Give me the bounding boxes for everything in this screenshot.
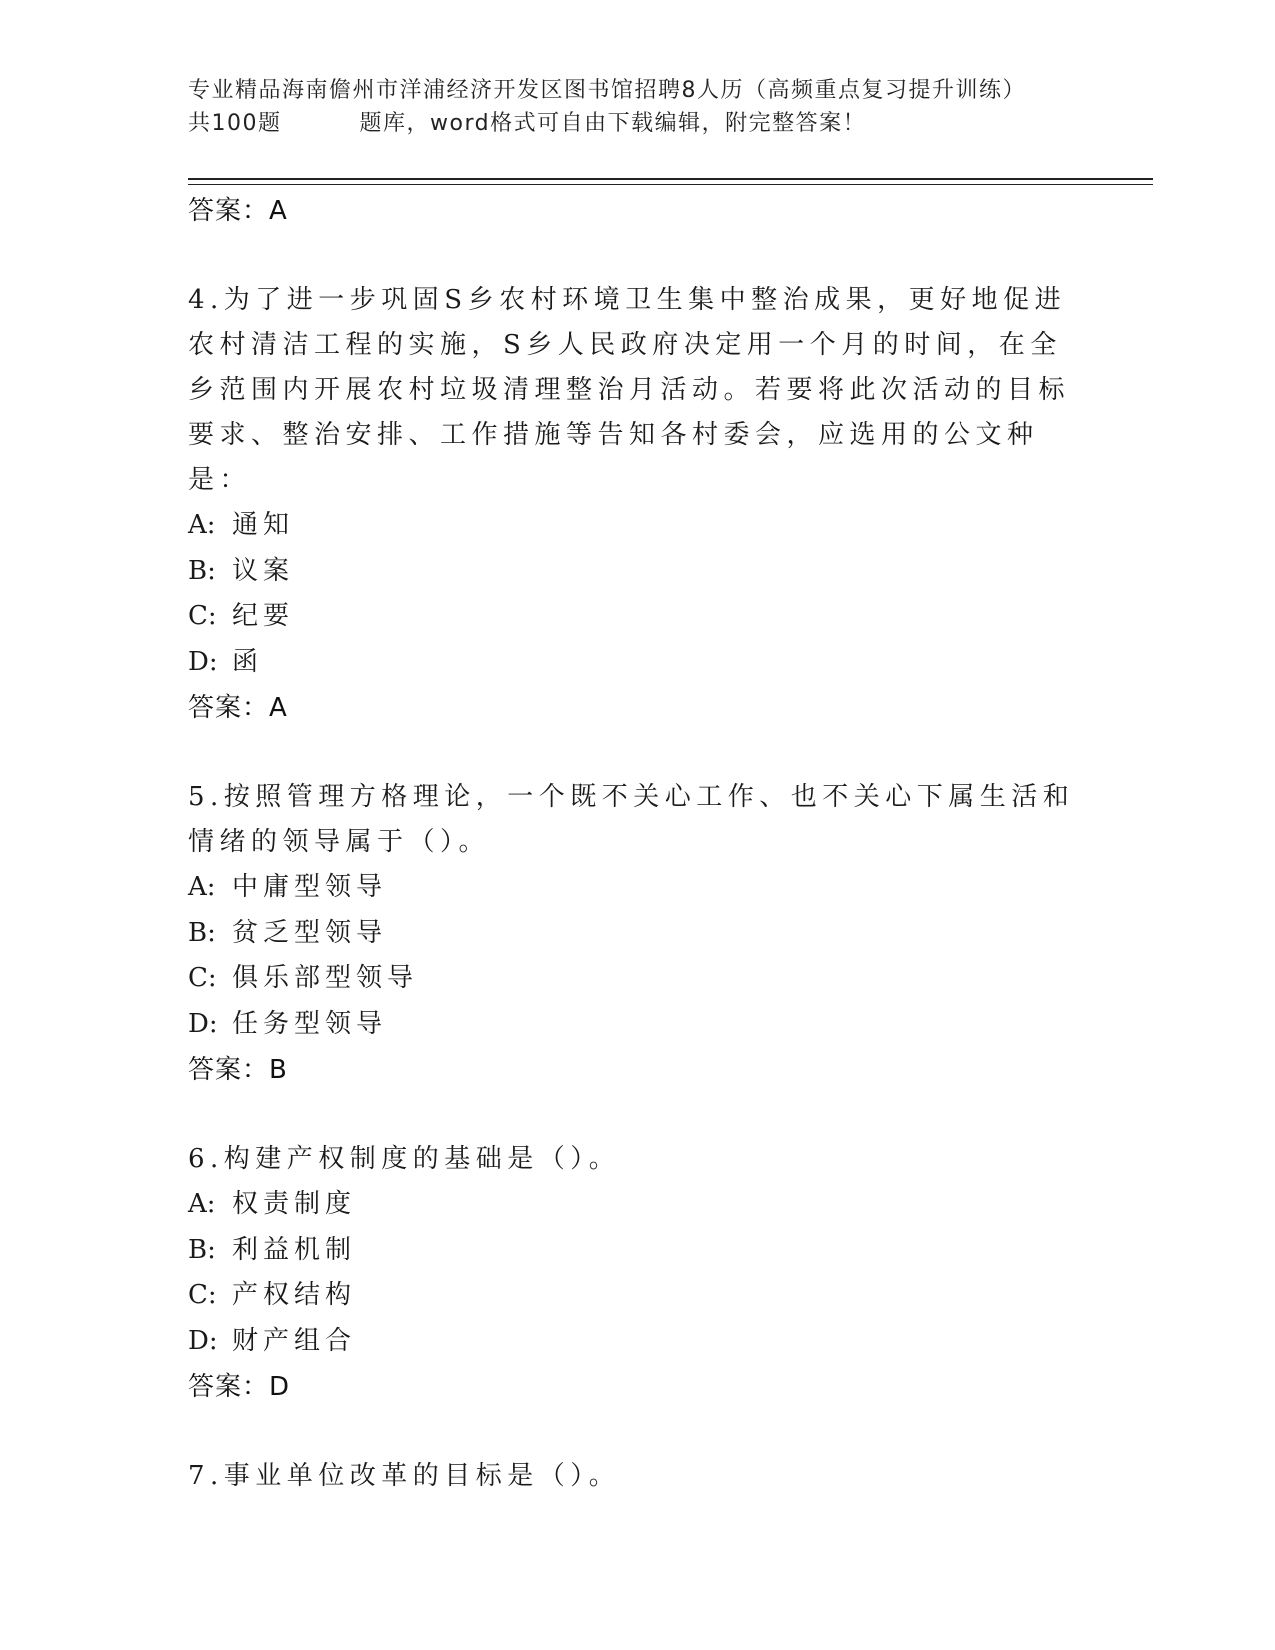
option-item xyxy=(188,1319,1088,1365)
option-key: B: xyxy=(188,555,216,586)
option-key: D: xyxy=(188,1325,218,1356)
option-key: A: xyxy=(188,872,216,902)
option-text: 议案 xyxy=(232,555,295,586)
option-text: 权责制度 xyxy=(232,1189,357,1219)
answer-line: 答案：A xyxy=(188,693,288,723)
question-item xyxy=(188,278,1088,731)
option-text: 通知 xyxy=(232,510,295,540)
header-question-count: 共100题 xyxy=(188,111,282,136)
option-item xyxy=(188,1002,1088,1048)
option-item xyxy=(188,1273,1088,1319)
option-item xyxy=(188,503,1088,549)
document-body xyxy=(188,188,1088,1499)
option-item xyxy=(188,549,1088,595)
answer-line: 答案：A xyxy=(188,196,288,226)
answer-line: 答案：B xyxy=(188,1055,288,1085)
option-item xyxy=(188,911,1088,957)
option-key: B: xyxy=(188,917,216,948)
option-item xyxy=(188,1182,1088,1228)
option-text: 中庸型领导 xyxy=(232,872,388,902)
question-stem: 5.按照管理方格理论，一个既不关心工作、也不关心下属生活和情绪的领导属于（）。 xyxy=(188,782,1075,857)
header-divider-thick xyxy=(188,178,1153,180)
option-item xyxy=(188,865,1088,911)
option-key: A: xyxy=(188,1189,216,1219)
header-divider-thin xyxy=(188,184,1153,185)
question-list xyxy=(188,278,1088,1410)
question-stem: 4.为了进一步巩固S乡农村环境卫生集中整治成果，更好地促进农村清洁工程的实施，S乡人民政府决定用一个月的时间，在全乡范围内开展农村垃圾清理整治月活动。若要将此次活动的目标要求、整治安排、工作措施等告知各村委会，应选用的公文种是： xyxy=(188,285,1071,495)
header-title: 专业精品海南儋州市洋浦经济开发区图书馆招聘8人历（高频重点复习提升训练） xyxy=(188,78,1026,103)
option-text: 产权结构 xyxy=(232,1280,357,1310)
option-text: 纪要 xyxy=(232,601,295,631)
document-header xyxy=(188,74,1088,140)
option-key: D: xyxy=(188,646,218,677)
option-item xyxy=(188,640,1088,686)
option-item xyxy=(188,1228,1088,1274)
option-key: C: xyxy=(188,601,217,631)
header-description: 题库，word格式可自由下载编辑，附完整答案！ xyxy=(359,111,867,136)
header-subtitle xyxy=(188,107,1088,140)
question-item xyxy=(188,1454,1088,1499)
option-item xyxy=(188,956,1088,1002)
question-stem: 7.事业单位改革的目标是（）。 xyxy=(188,1461,621,1491)
option-text: 利益机制 xyxy=(232,1234,357,1265)
question-item xyxy=(188,1137,1088,1410)
question-stem: 6.构建产权制度的基础是（）。 xyxy=(188,1144,621,1174)
option-item xyxy=(188,594,1088,640)
option-text: 任务型领导 xyxy=(232,1008,388,1039)
option-text: 贫乏型领导 xyxy=(232,917,388,948)
option-text: 俱乐部型领导 xyxy=(232,963,419,993)
option-key: D: xyxy=(188,1008,218,1039)
option-key: C: xyxy=(188,1280,217,1310)
option-text: 财产组合 xyxy=(232,1325,357,1356)
option-key: A: xyxy=(188,510,216,540)
question-item xyxy=(188,775,1088,1093)
option-key: C: xyxy=(188,963,217,993)
option-text: 函 xyxy=(232,646,264,677)
option-key: B: xyxy=(188,1234,216,1265)
answer-line: 答案：D xyxy=(188,1372,291,1402)
